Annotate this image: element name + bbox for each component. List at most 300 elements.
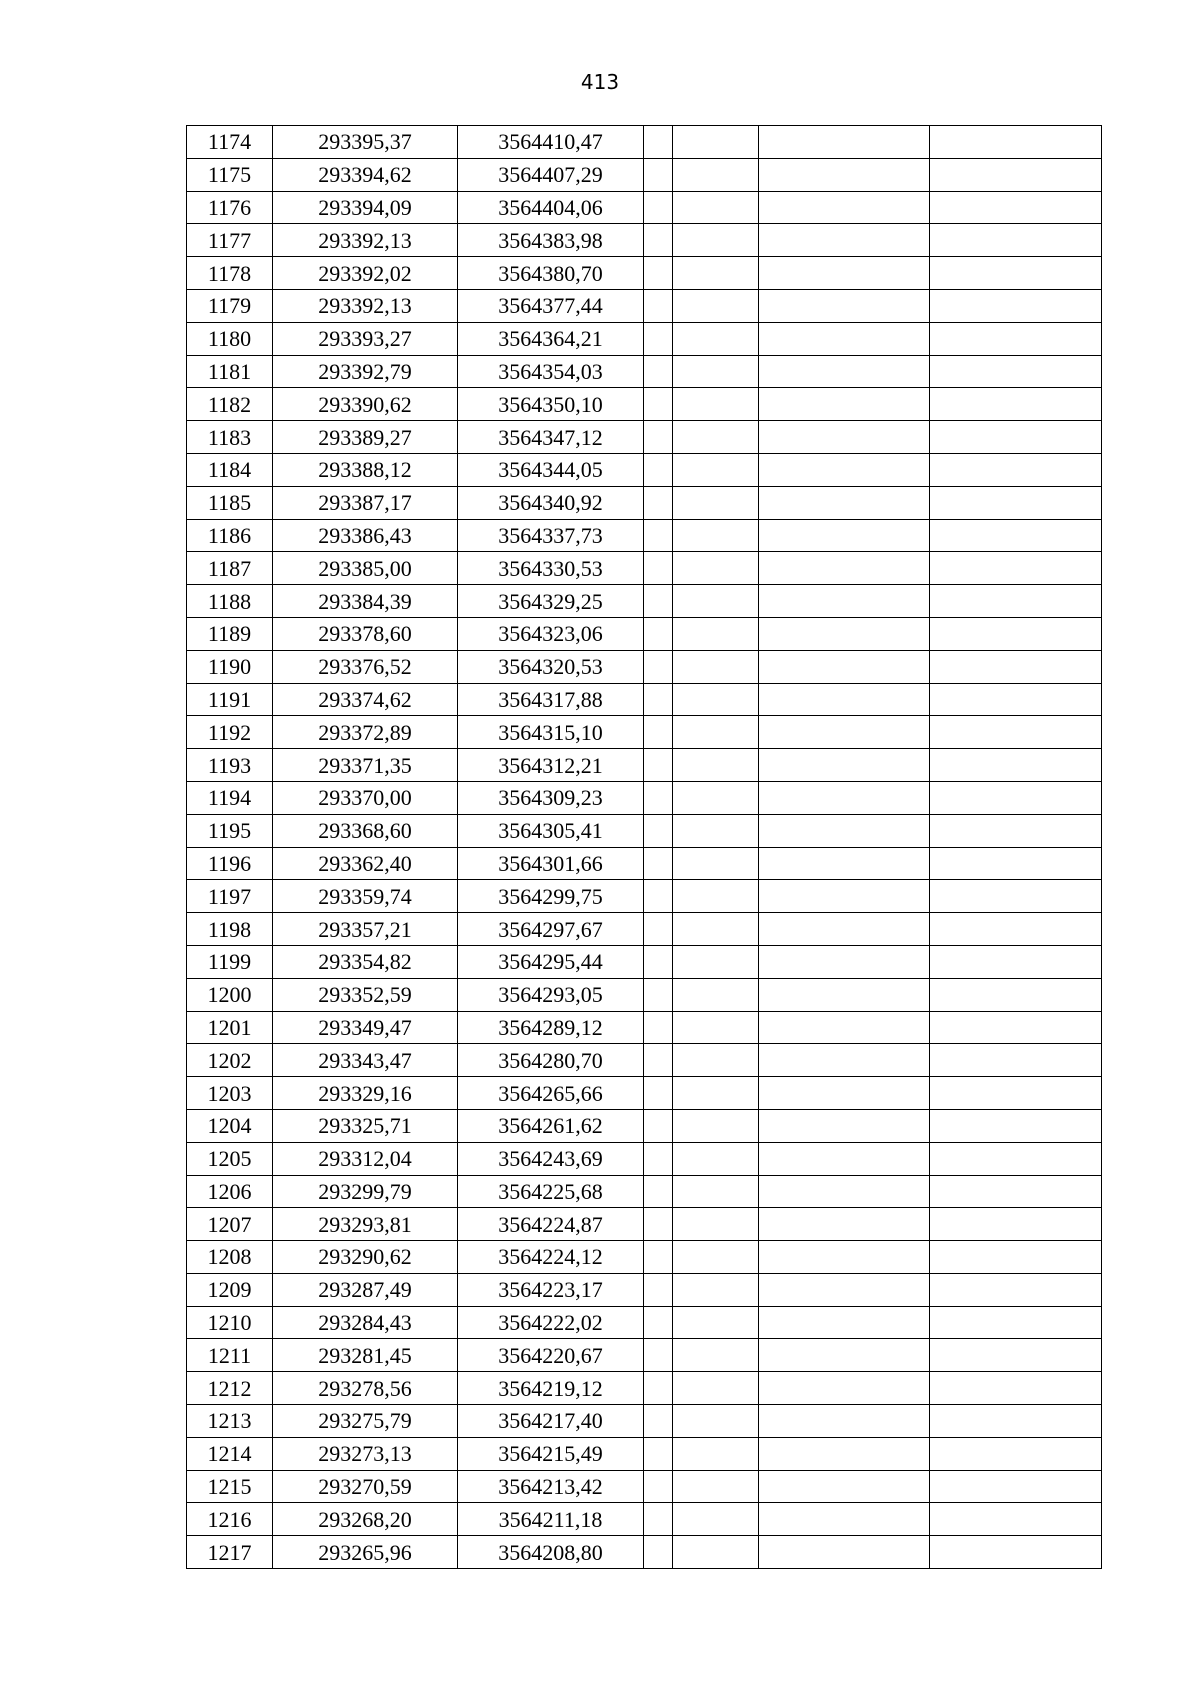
table-row — [187, 1011, 1102, 1044]
empty-cell — [930, 1044, 1102, 1077]
y-coordinate-cell: 3564312,21 — [458, 749, 644, 782]
empty-cell — [759, 617, 930, 650]
empty-cell — [673, 1536, 759, 1569]
table-row — [187, 650, 1102, 683]
y-coordinate-cell: 3564289,12 — [458, 1011, 644, 1044]
empty-cell — [759, 1044, 930, 1077]
x-coordinate-cell: 293392,02 — [273, 257, 458, 290]
empty-cell — [673, 388, 759, 421]
empty-cell — [930, 126, 1102, 159]
y-coordinate-cell: 3564297,67 — [458, 913, 644, 946]
empty-cell — [644, 847, 673, 880]
empty-cell — [930, 289, 1102, 322]
table-row — [187, 1109, 1102, 1142]
empty-cell — [759, 1437, 930, 1470]
x-coordinate-cell: 293299,79 — [273, 1175, 458, 1208]
empty-cell — [930, 1339, 1102, 1372]
empty-cell — [759, 1372, 930, 1405]
empty-cell — [673, 1109, 759, 1142]
point-number-cell: 1204 — [187, 1109, 273, 1142]
empty-cell — [759, 552, 930, 585]
x-coordinate-cell: 293394,62 — [273, 158, 458, 191]
empty-cell — [673, 224, 759, 257]
empty-cell — [644, 224, 673, 257]
empty-cell — [673, 847, 759, 880]
empty-cell — [644, 191, 673, 224]
empty-cell — [644, 322, 673, 355]
x-coordinate-cell: 293392,13 — [273, 289, 458, 322]
table-row — [187, 1044, 1102, 1077]
point-number-cell: 1189 — [187, 617, 273, 650]
empty-cell — [930, 814, 1102, 847]
table-row — [187, 781, 1102, 814]
empty-cell — [644, 749, 673, 782]
empty-cell — [930, 1175, 1102, 1208]
y-coordinate-cell: 3564323,06 — [458, 617, 644, 650]
table-row — [187, 945, 1102, 978]
table-row — [187, 322, 1102, 355]
empty-cell — [759, 1536, 930, 1569]
empty-cell — [644, 1339, 673, 1372]
table-row — [187, 552, 1102, 585]
x-coordinate-cell: 293329,16 — [273, 1077, 458, 1110]
empty-cell — [930, 1503, 1102, 1536]
x-coordinate-cell: 293393,27 — [273, 322, 458, 355]
y-coordinate-cell: 3564301,66 — [458, 847, 644, 880]
point-number-cell: 1178 — [187, 257, 273, 290]
empty-cell — [644, 1536, 673, 1569]
empty-cell — [759, 421, 930, 454]
empty-cell — [644, 355, 673, 388]
y-coordinate-cell: 3564265,66 — [458, 1077, 644, 1110]
empty-cell — [759, 1503, 930, 1536]
empty-cell — [930, 224, 1102, 257]
y-coordinate-cell: 3564224,12 — [458, 1241, 644, 1274]
empty-cell — [673, 1241, 759, 1274]
point-number-cell: 1209 — [187, 1273, 273, 1306]
point-number-cell: 1217 — [187, 1536, 273, 1569]
empty-cell — [644, 1306, 673, 1339]
x-coordinate-cell: 293376,52 — [273, 650, 458, 683]
empty-cell — [759, 1470, 930, 1503]
y-coordinate-cell: 3564364,21 — [458, 322, 644, 355]
empty-cell — [930, 1077, 1102, 1110]
table-row — [187, 453, 1102, 486]
empty-cell — [644, 388, 673, 421]
y-coordinate-cell: 3564377,44 — [458, 289, 644, 322]
empty-cell — [673, 1372, 759, 1405]
point-number-cell: 1211 — [187, 1339, 273, 1372]
point-number-cell: 1195 — [187, 814, 273, 847]
empty-cell — [930, 945, 1102, 978]
empty-cell — [759, 1208, 930, 1241]
table-row — [187, 1142, 1102, 1175]
coordinates-table-body — [187, 126, 1102, 1569]
empty-cell — [930, 1142, 1102, 1175]
x-coordinate-cell: 293275,79 — [273, 1405, 458, 1438]
x-coordinate-cell: 293273,13 — [273, 1437, 458, 1470]
point-number-cell: 1194 — [187, 781, 273, 814]
empty-cell — [930, 191, 1102, 224]
empty-cell — [759, 126, 930, 159]
empty-cell — [759, 945, 930, 978]
empty-cell — [930, 847, 1102, 880]
point-number-cell: 1203 — [187, 1077, 273, 1110]
empty-cell — [644, 421, 673, 454]
y-coordinate-cell: 3564350,10 — [458, 388, 644, 421]
table-row — [187, 388, 1102, 421]
x-coordinate-cell: 293281,45 — [273, 1339, 458, 1372]
table-row — [187, 1077, 1102, 1110]
empty-cell — [759, 880, 930, 913]
empty-cell — [930, 978, 1102, 1011]
empty-cell — [759, 1306, 930, 1339]
table-row — [187, 585, 1102, 618]
empty-cell — [759, 749, 930, 782]
empty-cell — [930, 257, 1102, 290]
point-number-cell: 1176 — [187, 191, 273, 224]
empty-cell — [759, 1405, 930, 1438]
point-number-cell: 1196 — [187, 847, 273, 880]
empty-cell — [644, 585, 673, 618]
empty-cell — [759, 1011, 930, 1044]
table-row — [187, 814, 1102, 847]
empty-cell — [644, 158, 673, 191]
point-number-cell: 1185 — [187, 486, 273, 519]
empty-cell — [673, 1339, 759, 1372]
y-coordinate-cell: 3564309,23 — [458, 781, 644, 814]
empty-cell — [673, 552, 759, 585]
empty-cell — [930, 1372, 1102, 1405]
empty-cell — [759, 257, 930, 290]
x-coordinate-cell: 293325,71 — [273, 1109, 458, 1142]
x-coordinate-cell: 293362,40 — [273, 847, 458, 880]
x-coordinate-cell: 293390,62 — [273, 388, 458, 421]
empty-cell — [930, 552, 1102, 585]
table-row — [187, 716, 1102, 749]
point-number-cell: 1207 — [187, 1208, 273, 1241]
empty-cell — [673, 126, 759, 159]
x-coordinate-cell: 293392,13 — [273, 224, 458, 257]
table-row — [187, 126, 1102, 159]
x-coordinate-cell: 293395,37 — [273, 126, 458, 159]
y-coordinate-cell: 3564317,88 — [458, 683, 644, 716]
table-row — [187, 683, 1102, 716]
empty-cell — [673, 617, 759, 650]
point-number-cell: 1187 — [187, 552, 273, 585]
table-row — [187, 355, 1102, 388]
point-number-cell: 1214 — [187, 1437, 273, 1470]
page-number: 413 — [580, 70, 620, 94]
table-row — [187, 749, 1102, 782]
empty-cell — [930, 1208, 1102, 1241]
table-row — [187, 1273, 1102, 1306]
x-coordinate-cell: 293268,20 — [273, 1503, 458, 1536]
table-row — [187, 1208, 1102, 1241]
x-coordinate-cell: 293352,59 — [273, 978, 458, 1011]
empty-cell — [930, 585, 1102, 618]
y-coordinate-cell: 3564380,70 — [458, 257, 644, 290]
empty-cell — [673, 421, 759, 454]
empty-cell — [930, 913, 1102, 946]
empty-cell — [644, 453, 673, 486]
empty-cell — [759, 1175, 930, 1208]
point-number-cell: 1212 — [187, 1372, 273, 1405]
y-coordinate-cell: 3564222,02 — [458, 1306, 644, 1339]
empty-cell — [644, 1437, 673, 1470]
y-coordinate-cell: 3564220,67 — [458, 1339, 644, 1372]
empty-cell — [673, 1437, 759, 1470]
empty-cell — [930, 1437, 1102, 1470]
empty-cell — [673, 585, 759, 618]
point-number-cell: 1182 — [187, 388, 273, 421]
x-coordinate-cell: 293287,49 — [273, 1273, 458, 1306]
empty-cell — [673, 716, 759, 749]
empty-cell — [673, 650, 759, 683]
empty-cell — [759, 224, 930, 257]
empty-cell — [644, 1241, 673, 1274]
point-number-cell: 1181 — [187, 355, 273, 388]
empty-cell — [759, 519, 930, 552]
point-number-cell: 1180 — [187, 322, 273, 355]
empty-cell — [930, 617, 1102, 650]
empty-cell — [673, 945, 759, 978]
y-coordinate-cell: 3564243,69 — [458, 1142, 644, 1175]
empty-cell — [644, 617, 673, 650]
empty-cell — [673, 683, 759, 716]
empty-cell — [673, 1142, 759, 1175]
empty-cell — [673, 289, 759, 322]
empty-cell — [930, 421, 1102, 454]
table-row — [187, 191, 1102, 224]
empty-cell — [644, 289, 673, 322]
empty-cell — [673, 1306, 759, 1339]
empty-cell — [673, 880, 759, 913]
table-row — [187, 1372, 1102, 1405]
x-coordinate-cell: 293372,89 — [273, 716, 458, 749]
point-number-cell: 1191 — [187, 683, 273, 716]
table-row — [187, 913, 1102, 946]
x-coordinate-cell: 293278,56 — [273, 1372, 458, 1405]
y-coordinate-cell: 3564305,41 — [458, 814, 644, 847]
x-coordinate-cell: 293293,81 — [273, 1208, 458, 1241]
empty-cell — [644, 781, 673, 814]
empty-cell — [644, 1208, 673, 1241]
empty-cell — [759, 913, 930, 946]
table-row — [187, 158, 1102, 191]
empty-cell — [759, 1241, 930, 1274]
point-number-cell: 1186 — [187, 519, 273, 552]
point-number-cell: 1192 — [187, 716, 273, 749]
empty-cell — [673, 781, 759, 814]
empty-cell — [759, 289, 930, 322]
empty-cell — [759, 650, 930, 683]
y-coordinate-cell: 3564383,98 — [458, 224, 644, 257]
x-coordinate-cell: 293394,09 — [273, 191, 458, 224]
empty-cell — [644, 1470, 673, 1503]
empty-cell — [759, 388, 930, 421]
table-row — [187, 1339, 1102, 1372]
point-number-cell: 1210 — [187, 1306, 273, 1339]
empty-cell — [644, 1273, 673, 1306]
table-row — [187, 1536, 1102, 1569]
point-number-cell: 1216 — [187, 1503, 273, 1536]
empty-cell — [930, 716, 1102, 749]
table-row — [187, 224, 1102, 257]
point-number-cell: 1198 — [187, 913, 273, 946]
empty-cell — [759, 683, 930, 716]
point-number-cell: 1200 — [187, 978, 273, 1011]
table-row — [187, 847, 1102, 880]
y-coordinate-cell: 3564354,03 — [458, 355, 644, 388]
empty-cell — [673, 1503, 759, 1536]
x-coordinate-cell: 293374,62 — [273, 683, 458, 716]
empty-cell — [759, 1273, 930, 1306]
empty-cell — [673, 1405, 759, 1438]
point-number-cell: 1197 — [187, 880, 273, 913]
empty-cell — [759, 978, 930, 1011]
point-number-cell: 1184 — [187, 453, 273, 486]
table-row — [187, 880, 1102, 913]
empty-cell — [673, 1077, 759, 1110]
table-row — [187, 1503, 1102, 1536]
table-row — [187, 1241, 1102, 1274]
x-coordinate-cell: 293392,79 — [273, 355, 458, 388]
point-number-cell: 1201 — [187, 1011, 273, 1044]
empty-cell — [673, 191, 759, 224]
x-coordinate-cell: 293387,17 — [273, 486, 458, 519]
empty-cell — [644, 519, 673, 552]
x-coordinate-cell: 293354,82 — [273, 945, 458, 978]
y-coordinate-cell: 3564280,70 — [458, 1044, 644, 1077]
empty-cell — [644, 814, 673, 847]
point-number-cell: 1179 — [187, 289, 273, 322]
y-coordinate-cell: 3564293,05 — [458, 978, 644, 1011]
y-coordinate-cell: 3564340,92 — [458, 486, 644, 519]
y-coordinate-cell: 3564329,25 — [458, 585, 644, 618]
empty-cell — [930, 1470, 1102, 1503]
x-coordinate-cell: 293312,04 — [273, 1142, 458, 1175]
empty-cell — [759, 158, 930, 191]
empty-cell — [644, 257, 673, 290]
x-coordinate-cell: 293386,43 — [273, 519, 458, 552]
point-number-cell: 1188 — [187, 585, 273, 618]
table-row — [187, 978, 1102, 1011]
empty-cell — [759, 322, 930, 355]
y-coordinate-cell: 3564217,40 — [458, 1405, 644, 1438]
empty-cell — [930, 1109, 1102, 1142]
point-number-cell: 1190 — [187, 650, 273, 683]
empty-cell — [930, 453, 1102, 486]
point-number-cell: 1174 — [187, 126, 273, 159]
y-coordinate-cell: 3564213,42 — [458, 1470, 644, 1503]
point-number-cell: 1177 — [187, 224, 273, 257]
point-number-cell: 1215 — [187, 1470, 273, 1503]
empty-cell — [673, 158, 759, 191]
table-row — [187, 289, 1102, 322]
empty-cell — [673, 913, 759, 946]
empty-cell — [759, 453, 930, 486]
empty-cell — [644, 945, 673, 978]
empty-cell — [644, 1175, 673, 1208]
empty-cell — [673, 519, 759, 552]
table-row — [187, 1437, 1102, 1470]
empty-cell — [930, 322, 1102, 355]
empty-cell — [930, 1273, 1102, 1306]
x-coordinate-cell: 293384,39 — [273, 585, 458, 618]
table-row — [187, 1405, 1102, 1438]
y-coordinate-cell: 3564224,87 — [458, 1208, 644, 1241]
y-coordinate-cell: 3564320,53 — [458, 650, 644, 683]
empty-cell — [673, 1470, 759, 1503]
empty-cell — [759, 585, 930, 618]
empty-cell — [930, 1536, 1102, 1569]
empty-cell — [644, 1405, 673, 1438]
empty-cell — [930, 1241, 1102, 1274]
point-number-cell: 1202 — [187, 1044, 273, 1077]
x-coordinate-cell: 293378,60 — [273, 617, 458, 650]
point-number-cell: 1208 — [187, 1241, 273, 1274]
empty-cell — [759, 814, 930, 847]
empty-cell — [673, 1011, 759, 1044]
point-number-cell: 1205 — [187, 1142, 273, 1175]
empty-cell — [644, 1011, 673, 1044]
empty-cell — [644, 683, 673, 716]
point-number-cell: 1193 — [187, 749, 273, 782]
y-coordinate-cell: 3564211,18 — [458, 1503, 644, 1536]
table-row — [187, 486, 1102, 519]
y-coordinate-cell: 3564344,05 — [458, 453, 644, 486]
y-coordinate-cell: 3564330,53 — [458, 552, 644, 585]
empty-cell — [930, 749, 1102, 782]
empty-cell — [644, 126, 673, 159]
empty-cell — [644, 913, 673, 946]
empty-cell — [930, 683, 1102, 716]
empty-cell — [930, 355, 1102, 388]
empty-cell — [930, 880, 1102, 913]
empty-cell — [644, 978, 673, 1011]
x-coordinate-cell: 293368,60 — [273, 814, 458, 847]
empty-cell — [644, 1372, 673, 1405]
y-coordinate-cell: 3564407,29 — [458, 158, 644, 191]
table-row — [187, 421, 1102, 454]
point-number-cell: 1213 — [187, 1405, 273, 1438]
empty-cell — [644, 1044, 673, 1077]
empty-cell — [673, 1208, 759, 1241]
point-number-cell: 1206 — [187, 1175, 273, 1208]
empty-cell — [644, 486, 673, 519]
empty-cell — [673, 453, 759, 486]
empty-cell — [759, 716, 930, 749]
empty-cell — [759, 847, 930, 880]
table-row — [187, 519, 1102, 552]
empty-cell — [930, 158, 1102, 191]
x-coordinate-cell: 293284,43 — [273, 1306, 458, 1339]
empty-cell — [673, 749, 759, 782]
x-coordinate-cell: 293371,35 — [273, 749, 458, 782]
table-row — [187, 617, 1102, 650]
empty-cell — [759, 191, 930, 224]
y-coordinate-cell: 3564225,68 — [458, 1175, 644, 1208]
empty-cell — [930, 781, 1102, 814]
x-coordinate-cell: 293389,27 — [273, 421, 458, 454]
table-row — [187, 1470, 1102, 1503]
empty-cell — [930, 1306, 1102, 1339]
y-coordinate-cell: 3564208,80 — [458, 1536, 644, 1569]
y-coordinate-cell: 3564219,12 — [458, 1372, 644, 1405]
empty-cell — [673, 978, 759, 1011]
x-coordinate-cell: 293370,00 — [273, 781, 458, 814]
